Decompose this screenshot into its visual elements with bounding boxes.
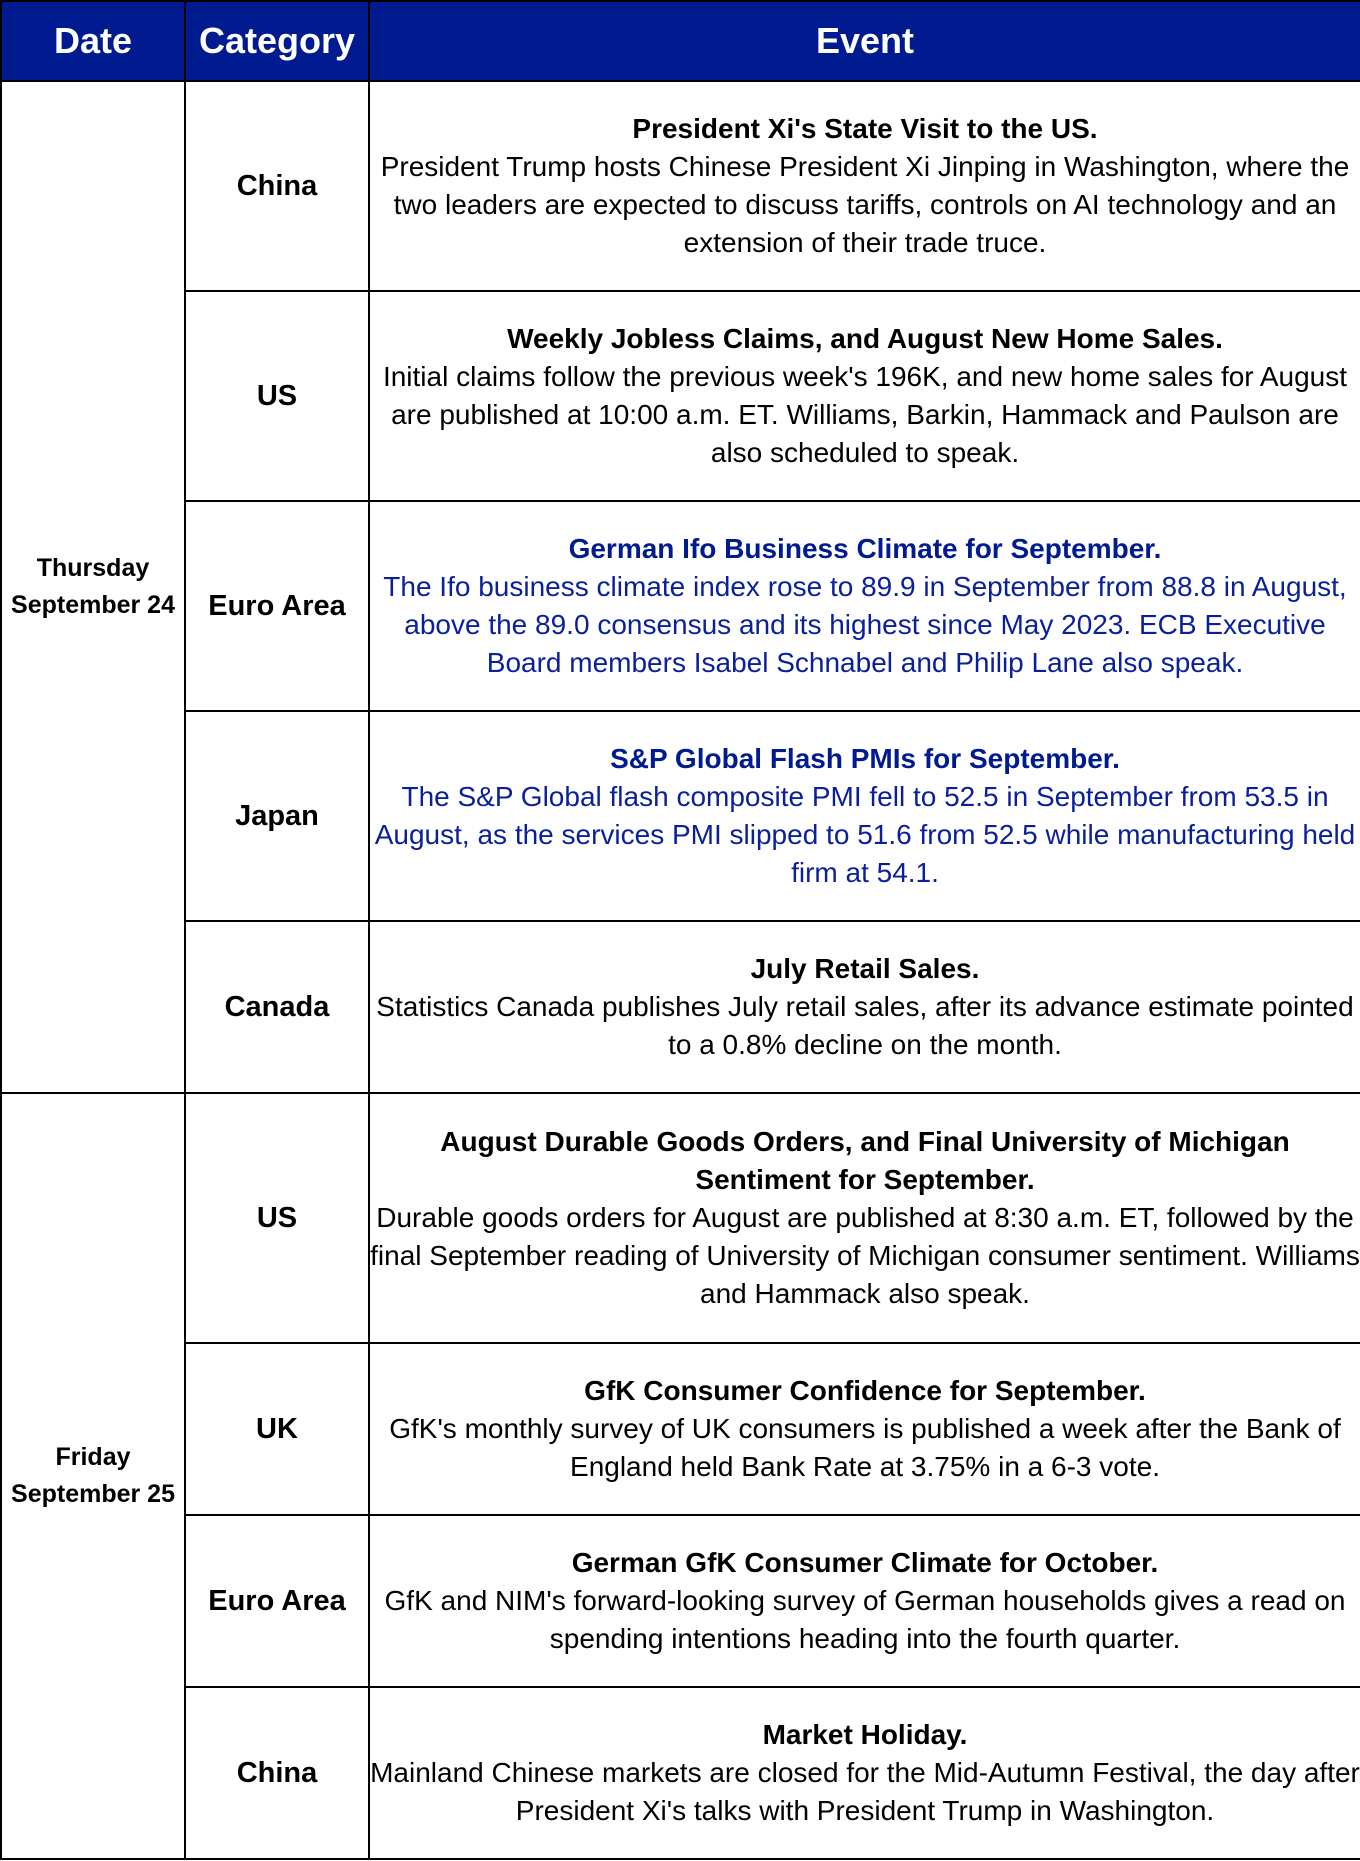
event-cell — [369, 921, 1360, 1093]
event-cell — [369, 1343, 1360, 1515]
event-title: August Durable Goods Orders, and Final University of Michigan Sentiment for September. — [440, 1126, 1290, 1195]
event-cell — [369, 81, 1360, 291]
table-row — [1, 1343, 1360, 1515]
event-description: The S&P Global flash composite PMI fell to 52.5 in September from 53.5 in August, as the services PMI slipped to 51.6 from 52.5 while manufacturing held firm at 54.1. — [374, 781, 1356, 888]
event-description: Durable goods orders for August are published at 8:30 a.m. ET, followed by the final September reading of University of Michigan consumer sentiment. Williams and Hammack also speak. — [370, 1202, 1360, 1309]
event-title: S&P Global Flash PMIs for September. — [610, 743, 1120, 774]
event-title: Market Holiday. — [762, 1719, 968, 1750]
event-cell — [369, 1515, 1360, 1687]
event-description: President Trump hosts Chinese President Xi Jinping in Washington, where the two leaders are expected to discuss tariffs, controls on AI technology and an extension of their trade truce. — [380, 151, 1350, 258]
event-title: Weekly Jobless Claims, and August New Home Sales. — [507, 323, 1223, 354]
event-description: Initial claims follow the previous week's 196K, and new home sales for August are published at 10:00 a.m. ET. Williams, Barkin, Hammack and Paulson are also scheduled to speak. — [382, 361, 1348, 468]
event-title: German Ifo Business Climate for September. — [568, 533, 1162, 564]
event-cell — [369, 1093, 1360, 1343]
table-row — [1, 1093, 1360, 1343]
day-label: Friday — [55, 1443, 131, 1471]
event-description: GfK and NIM's forward-looking survey of German households gives a read on spending intentions heading into the fourth quarter. — [384, 1585, 1346, 1654]
event-description: The Ifo business climate index rose to 89.9 in September from 88.8 in August, above the 89.0 consensus and its highest since May 2023. ECB Executive Board members Isabel Schnabel and Philip Lane also speak. — [383, 571, 1347, 678]
date-cell-thursday — [1, 81, 185, 1093]
event-title: President Xi's State Visit to the US. — [632, 113, 1098, 144]
date-label: September 25 — [11, 1480, 175, 1508]
category-cell: Japan — [185, 711, 369, 921]
event-title: German GfK Consumer Climate for October. — [571, 1547, 1159, 1578]
event-title: July Retail Sales. — [750, 953, 980, 984]
table-row — [1, 81, 1360, 291]
date-cell-friday — [1, 1093, 185, 1859]
header-event: Event — [369, 1, 1360, 81]
category-cell: UK — [185, 1343, 369, 1515]
event-description: Statistics Canada publishes July retail sales, after its advance estimate pointed to a 0.8% decline on the month. — [376, 991, 1354, 1060]
event-cell — [369, 291, 1360, 501]
category-cell: Euro Area — [185, 1515, 369, 1687]
table-row — [1, 711, 1360, 921]
header-category: Category — [185, 1, 369, 81]
day-label: Thursday — [36, 554, 150, 582]
event-title: GfK Consumer Confidence for September. — [584, 1375, 1146, 1406]
table-row — [1, 1687, 1360, 1859]
category-cell: Canada — [185, 921, 369, 1093]
table-row — [1, 291, 1360, 501]
category-cell: Euro Area — [185, 501, 369, 711]
date-label: September 24 — [11, 591, 175, 619]
header-row — [1, 1, 1360, 81]
header-date: Date — [1, 1, 185, 81]
table-row — [1, 921, 1360, 1093]
event-cell-highlighted — [369, 711, 1360, 921]
event-cell — [369, 1687, 1360, 1859]
category-cell: US — [185, 1093, 369, 1343]
event-description: GfK's monthly survey of UK consumers is published a week after the Bank of England held Bank Rate at 3.75% in a 6-3 vote. — [389, 1413, 1341, 1482]
category-cell: China — [185, 81, 369, 291]
category-cell: China — [185, 1687, 369, 1859]
category-cell: US — [185, 291, 369, 501]
event-description: Mainland Chinese markets are closed for the Mid-Autumn Festival, the day after President Xi's talks with President Trump in Washington. — [370, 1757, 1360, 1826]
table-row — [1, 501, 1360, 711]
event-cell-highlighted — [369, 501, 1360, 711]
table-row — [1, 1515, 1360, 1687]
